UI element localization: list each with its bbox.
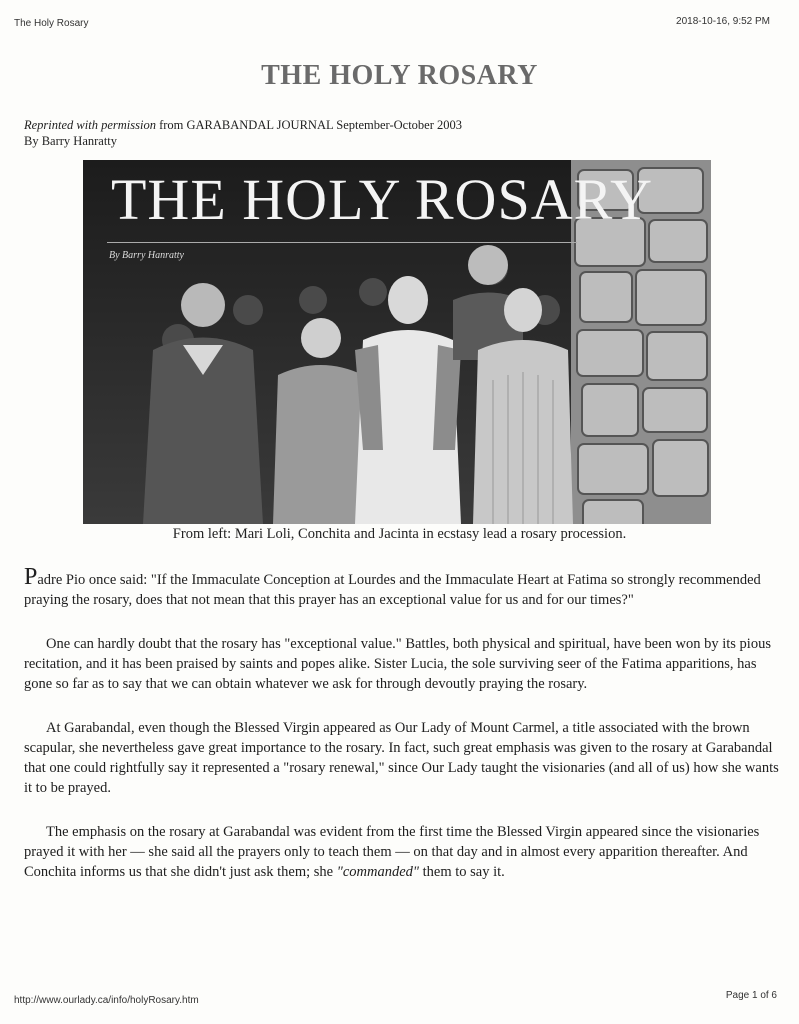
credit-block <box>24 117 462 149</box>
page-number: Page 1 of 6 <box>725 990 777 1001</box>
source-line: from GARABANDAL JOURNAL September-October 2003 <box>155 118 463 132</box>
paragraph-4 <box>24 822 784 882</box>
paragraph-4-text-a: The emphasis on the rosary at Garabandal was evident from the first time the Blessed Virgin appeared since the visionaries prayed it with her — she said all the prayers only to teach them — on that day and in almost every apparition thereafter. And Conchita informs us that she didn't just ask them; she <box>24 824 760 880</box>
paragraph-4-text-b: them to say it. <box>418 864 505 880</box>
photo-caption: From left: Mari Loli, Conchita and Jacinta in ecstasy lead a rosary procession. <box>172 526 627 542</box>
drop-cap: P <box>24 564 38 590</box>
paragraph-2: One can hardly doubt that the rosary has "exceptional value." Battles, both physical and spiritual, have been won by its pious recitation, and it has been praised by saints and popes alike. Sister Lucia, the sole surviving seer of the Fatima apparitions, has gone so far as to say that we can obtain whatever we ask for through devoutly praying the rosary. <box>24 636 771 692</box>
paragraph-3: At Garabandal, even though the Blessed Virgin appeared as Our Lady of Mount Carmel, a title associated with the brown scapular, she nevertheless gave great importance to the rosary. In fact, such great emphasis was given to the rosary at Garabandal that one could rightfully say it represented a "rosary renewal," since Our Lady taught the visionaries (and all of us) how she wants it to be prayed. <box>24 720 779 796</box>
author-line: By Barry Hanratty <box>24 134 118 148</box>
emphasis-commanded: "commanded" <box>336 864 419 880</box>
reprint-note: Reprinted with permission <box>24 118 156 132</box>
page-title: THE HOLY ROSARY <box>261 60 538 91</box>
photo-rule <box>107 242 577 243</box>
print-timestamp: 2018-10-16, 9:52 PM <box>676 16 770 27</box>
article-body <box>24 564 784 906</box>
browser-page-title: The Holy Rosary <box>14 18 89 29</box>
paragraph-1-text: adre Pio once said: "If the Immaculate Conception at Lourdes and the Immaculate Heart at Fatima so strongly recommended praying the rosary, does that not mean that this prayer has an exceptional value for us and for our times?" <box>24 572 761 608</box>
article-photo <box>83 160 711 524</box>
paragraph-1 <box>24 564 784 610</box>
page-url-link[interactable]: http://www.ourlady.ca/info/holyRosary.htm <box>14 995 199 1006</box>
photo-title: THE HOLY ROSARY <box>111 167 653 232</box>
photo-byline: By Barry Hanratty <box>109 250 184 261</box>
